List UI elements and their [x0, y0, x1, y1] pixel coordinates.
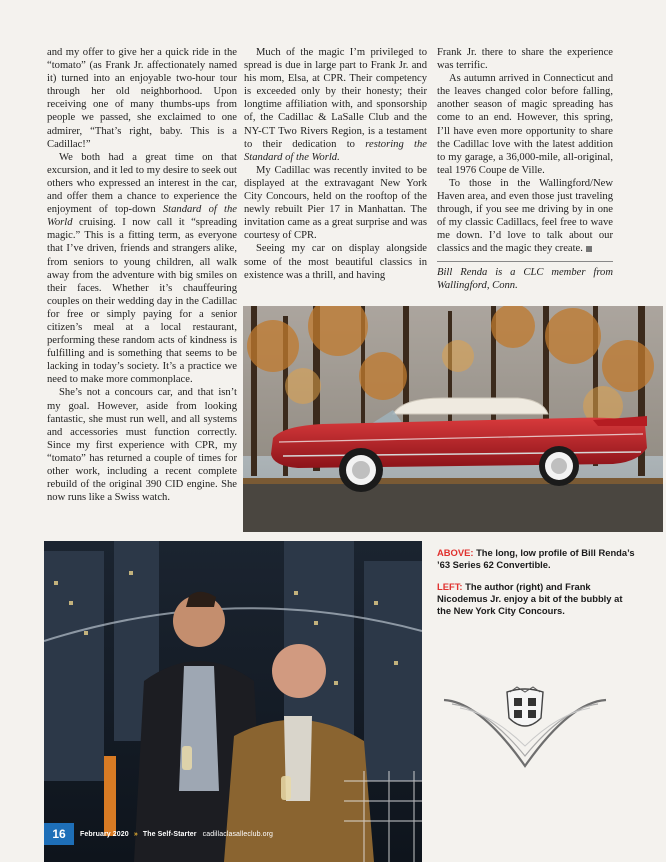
paragraph-text: Much of the magic I’m privileged to spread is due in large part to Frank Jr. and his mom, Elsa, at CPR. Their competency is exceeded only by their honesty; their longtime affiliation with, and sponsorship of, the Cadillac & LaSalle Club and the NY-CT Two Rivers Region, is a testament to their dedication to	[244, 47, 427, 150]
footer-separator: »	[133, 830, 138, 838]
footer-publication: The Self-Starter	[142, 830, 197, 838]
paragraph	[47, 151, 237, 387]
page-footer	[44, 823, 273, 845]
end-mark-icon	[586, 246, 592, 252]
car-photo-illustration	[243, 306, 663, 532]
paragraph-emphasis: Standard of the World	[47, 204, 237, 229]
night-photo-illustration	[44, 541, 422, 862]
paragraph: As autumn arrived in Connecticut and the leaves changed color before falling, another season of magic spreading has come to an end. However, this spring, I’ll have even more opportunity to share the Cadillac love with the latest addition to my garage, a 36,000-mile, all-original, teal 1976 Coupe de Ville.	[437, 73, 613, 176]
paragraph: and my offer to give her a quick ride in the “tomato” (as Frank Jr. affectionately named it) turned into an enjoyable two-hour tour through her old neighborhood. Upon receiving one of many thumbs-ups from people we passed, she exclaimed to one admirer, “That’s right, baby. This is a Cadillac!”	[47, 47, 237, 150]
caption-label: ABOVE:	[437, 547, 474, 558]
cadillac-emblem-icon	[440, 686, 610, 772]
footer-text	[80, 831, 273, 838]
rear-wheel-icon	[539, 446, 579, 486]
article-column-1	[47, 46, 237, 504]
paragraph-text: We both had a great time on that excursion, and it led to my desire to seek out others who expressed an interest in the car, and offer them a chance to experience the enjoyment of top-down	[47, 151, 237, 216]
paragraph: Seeing my car on display alongside some of the most beautiful classics in existence was a thrill, and having	[244, 243, 427, 281]
paragraph-emphasis: restoring the Standard of the World.	[244, 138, 427, 163]
photo-captions	[437, 547, 637, 627]
front-wheel-icon	[339, 448, 383, 492]
caption-label: LEFT:	[437, 581, 463, 592]
article-column-3	[437, 46, 613, 292]
paragraph	[244, 46, 427, 164]
author-byline: Bill Renda is a CLC member from Wallingford, Conn.	[437, 266, 613, 291]
caption-above	[437, 547, 637, 571]
cadillac-convertible-photo	[243, 306, 663, 532]
page-number: 16	[44, 823, 74, 845]
paragraph-text: cruising. I now call it “spreading magic.” This is a fitting term, as everyone that I’ve driven, friends and strangers alike, from seniors to young children, all walk away from the adventure with big smiles on their faces. Whether it’s chauffeuring couples on their wedding day in the Cadillac for free or simply paying for a senior citizen’s meal at a local restaurant, performing these random acts of kindness is fulfilling and is something that seems to be lacking in today’s society. It’s a practice we need to make more commonplace.	[47, 217, 237, 386]
footer-issue: February 2020	[80, 830, 129, 838]
caption-left	[437, 581, 637, 617]
caption-text: The author (right) and Frank Nicodemus Jr. enjoy a bit of the bubbly at the New York City Concours.	[437, 581, 623, 616]
footer-website: cadillaclasalleclub.org	[202, 830, 274, 838]
concours-people-photo	[44, 541, 422, 862]
paragraph: My Cadillac was recently invited to be displayed at the extravagant New York City Concours, held on the rooftop of the newly rebuilt Pier 17 in Manhattan. The invitation came as a great surprise and was courtesy of CPR.	[244, 164, 427, 242]
byline-divider	[437, 261, 613, 262]
caption-text: The long, low profile of Bill Renda’s ’63 Series 62 Convertible.	[437, 547, 635, 570]
paragraph: She’s not a concours car, and that isn’t my goal. However, aside from looking fantastic, she must run well, and all systems and accessories must function correctly. Since my first experience with CPR, my “tomato” has returned a couple of times for other work, including a recent complete rebuild of the original 390 CID engine. She now runs like a Swiss watch.	[47, 387, 237, 504]
paragraph: Frank Jr. there to share the experience was terrific.	[437, 47, 613, 72]
article-column-2	[244, 46, 427, 282]
paragraph	[437, 177, 613, 256]
paragraph-text: To those in the Wallingford/New Haven area, and even those just traveling through, if you see me driving by in one of my classic Cadillacs, feel free to wave me down. I’d love to talk about our classics and the magic they create.	[437, 177, 613, 255]
